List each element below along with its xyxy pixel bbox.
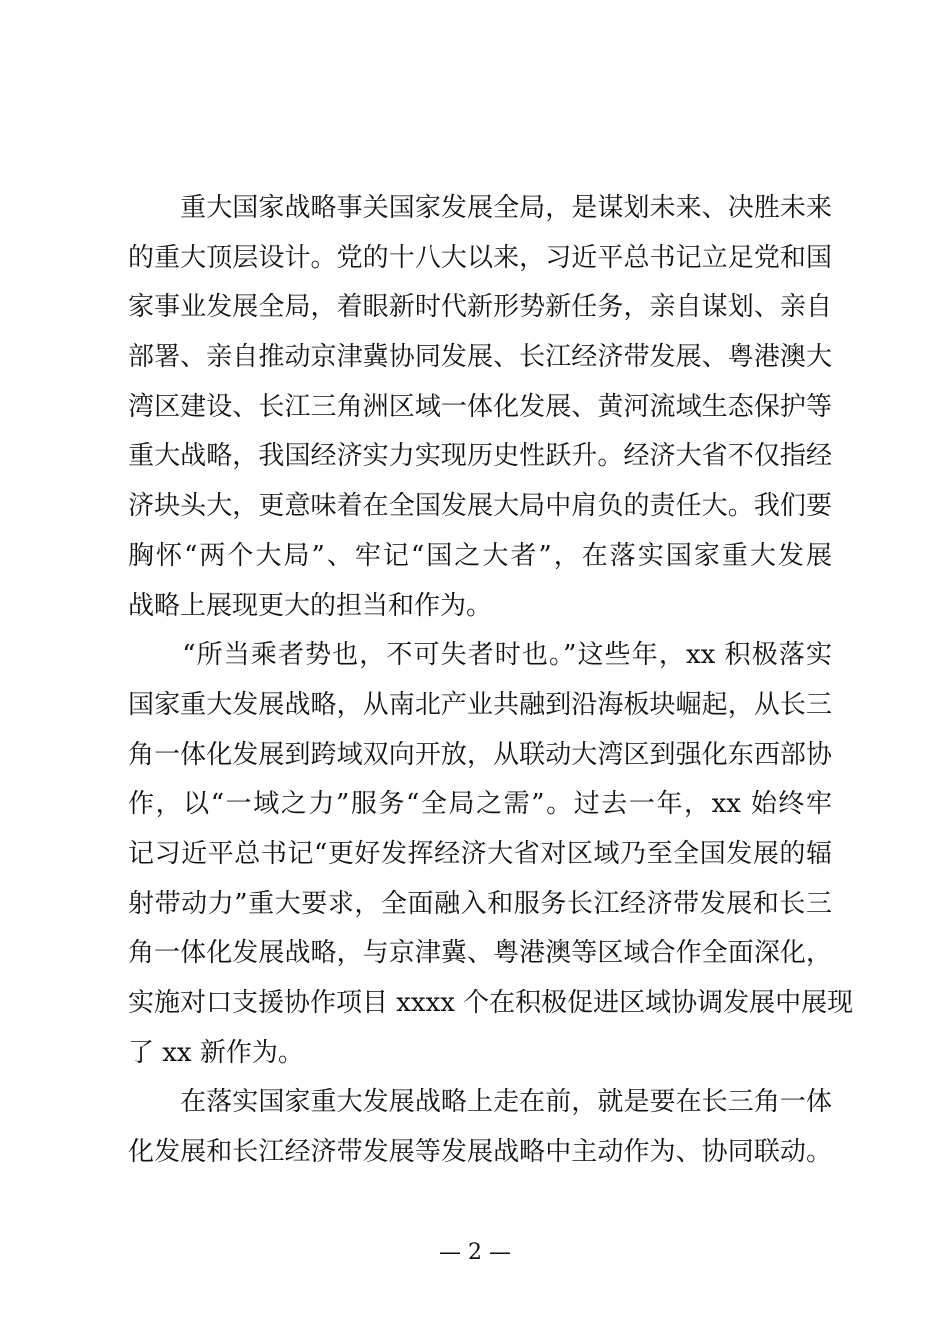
text-line: 化发展和长江经济带发展等发展战略中主动作为、协同联动。 xyxy=(128,1137,832,1168)
text-line: 胸怀“两个大局”、牢记“国之大者”，在落实国家重大发展 xyxy=(128,540,832,571)
text-line: 作，以“一域之力”服务“全局之需”。过去一年，xx 始终牢 xyxy=(128,789,832,820)
text-line: 的重大顶层设计。党的十八大以来，习近平总书记立足党和国 xyxy=(128,242,832,273)
text-line: 家事业发展全局，着眼新时代新形势新任务，亲自谋划、亲自 xyxy=(128,292,832,323)
body-text xyxy=(128,184,854,1178)
text-line: 实施对口支援协作项目 xxxx 个在积极促进区域协调发展中展现 xyxy=(128,988,854,1018)
text-line: 在落实国家重大发展战略上走在前，就是要在长三角一体 xyxy=(128,1087,832,1118)
text-line: 部署、亲自推动京津冀协同发展、长江经济带发展、粤港澳大 xyxy=(128,342,832,373)
text-line: 战略上展现更大的担当和作为。 xyxy=(128,590,493,621)
text-line: 湾区建设、长江三角洲区域一体化发展、黄河流域生态保护等 xyxy=(128,391,832,422)
text-line: 角一体化发展战略，与京津冀、粤港澳等区域合作全面深化， xyxy=(128,938,832,969)
text-line: 重大国家战略事关国家发展全局，是谋划未来、决胜未来 xyxy=(128,193,832,223)
page-number: — 2 — xyxy=(439,1240,511,1265)
text-line: 了 xx 新作为。 xyxy=(128,1037,304,1068)
text-line: 角一体化发展到跨域双向开放，从联动大湾区到强化东西部协 xyxy=(128,739,832,770)
text-line: 国家重大发展战略，从南北产业共融到沿海板块崛起，从长三 xyxy=(128,689,832,720)
text-line: “所当乘者势也，不可失者时也。”这些年，xx 积极落实 xyxy=(128,640,832,671)
text-line: 记习近平总书记“更好发挥经济大省对区域乃至全国发展的辐 xyxy=(128,838,832,869)
text-line: 重大战略，我国经济实力实现历史性跃升。经济大省不仅指经 xyxy=(128,441,832,472)
text-line: 济块头大，更意味着在全国发展大局中肩负的责任大。我们要 xyxy=(128,491,832,522)
text-line: 射带动力”重大要求，全面融入和服务长江经济带发展和长三 xyxy=(128,888,832,919)
